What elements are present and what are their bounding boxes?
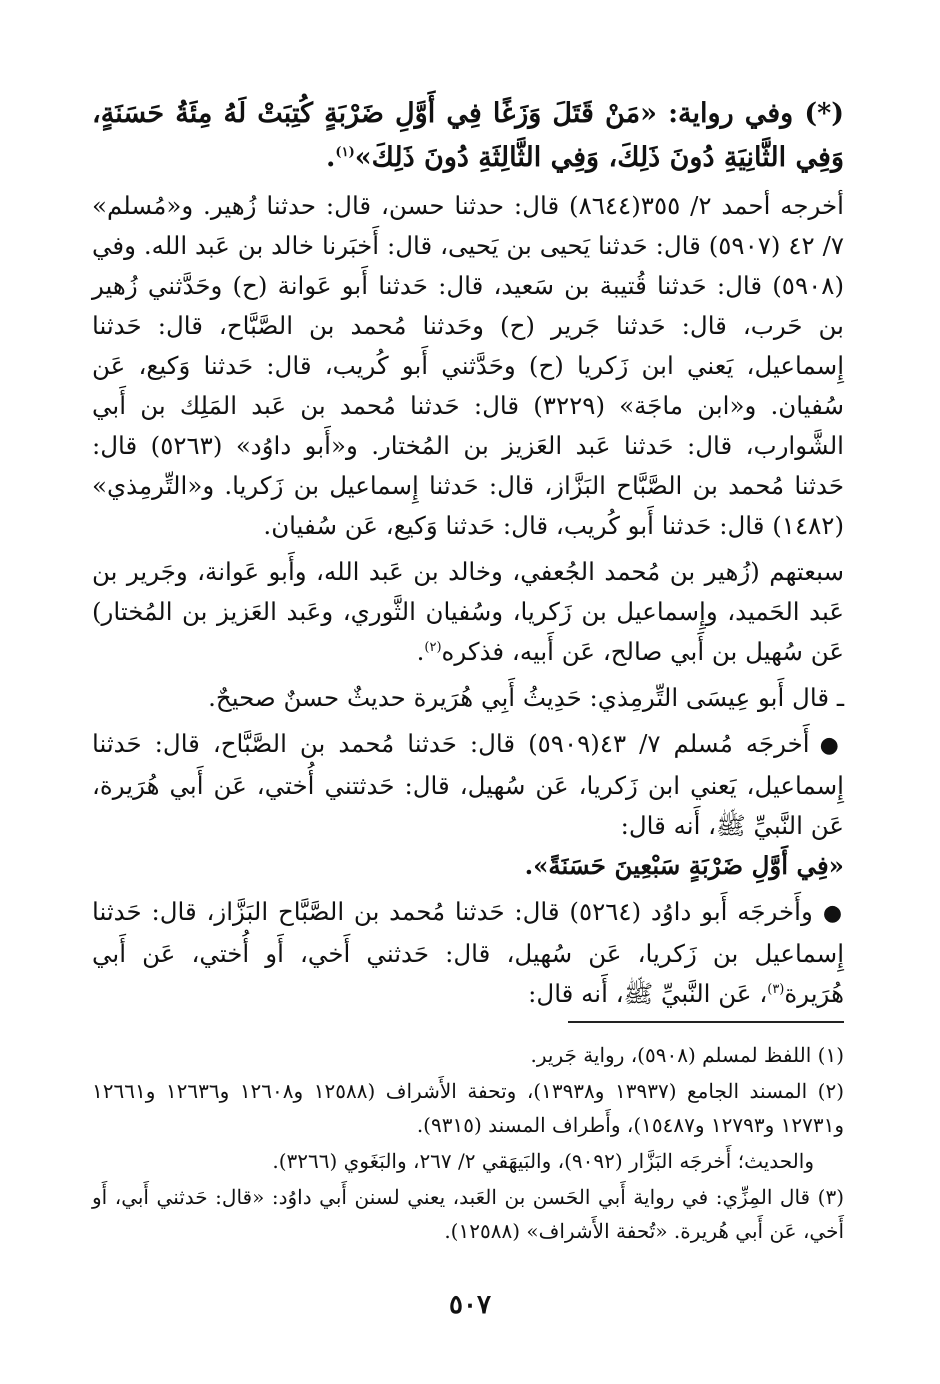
footnote-2-continued: والحديث؛ أَخرجَه البَزَّار (٩٠٩٢)، والبَيهَقي ٢/ ٢٦٧، والبَغَوي (٣٢٦٦).	[272, 1149, 814, 1173]
takhrij-paragraph: أخرجه أحمد ٢/ ٣٥٥(٨٦٤٤) قال: حدثنا حسن، قال: حدثنا زُهير. و«مُسلم» ٧/ ٤٢ (٥٩٠٧) قال: حَدثنا يَحيى بن يَحيى، قال: أَخبَرنا خالد بن عَبد الله. وفي (٥٩٠٨) قال: حَدثنا قُتيبة بن سَعيد، قال: حَدثنا أَبو عَوانة (ح) وحَدَّثني زُهير بن حَرب، قال: حَدثنا جَرير (ح) وحَدثنا مُحمد بن الصَّبَّاح، قال: حَدثنا إِسماعيل، يَعني ابن زَكريا (ح) وحَدَّثني أَبو كُريب، قال: حَدثنا وَكيع، عَن سُفيان. و«ابن ماجَة» (٣٢٢٩) قال: حَدثنا مُحمد بن عَبد المَلِك بن أَبي الشَّوارب، قال: حَدثنا عَبد العَزيز بن المُختار. و«أَبو داوُد» (٥٢٦٣) قال: حَدثنا مُحمد بن الصَّبَّاح البَزَّاز، قال: حَدثنا إِسماعيل بن زَكريا. و«التِّرمِذي» (١٤٨٢) قال: حَدثنا أَبو كُريب، قال: حَدثنا وَكيع، عَن سُفيان.	[92, 191, 844, 540]
footnote-ref-2: (٢)	[424, 639, 442, 655]
tirmidhi-note: ـ قال أَبو عِيسَى التِّرمِذي: حَدِيثُ أَبِي هُرَيرة حديثٌ حسنٌ صحيحٌ.	[208, 683, 844, 712]
intro-text: (*) وفي رواية: «مَنْ قَتَلَ وَزَغًا فِي أَوَّلِ ضَرْبَةٍ كُتِبَتْ لَهُ مِئَةُ حَسَنَةٍ، وَفِي الثَّانِيَةِ دُونَ ذَلِكَ، وَفِي الثَّالِثَةِ دُونَ ذَلِكَ»	[92, 98, 844, 173]
sabatuhum-paragraph	[92, 552, 844, 672]
bullet-icon: ●	[819, 733, 844, 758]
footnote-3: (٣) قال المِزِّي: في رواية أَبي الحَسن بن العَبد، يعني لسنن أَبي داوُد: «قال: حَدثني أَبي، أَو أَخي، عَن أَبي هُريرة. «تُحفة الأَشراف» (١٢٥٨٨).	[92, 1185, 844, 1243]
footnote-ref-3: (٣)	[767, 981, 785, 997]
bullet-2-end: ، عَن النَّبيِّ ﷺ، أَنه قال:	[528, 979, 768, 1008]
footnote-ref-1: (١)	[335, 145, 355, 160]
intro-end: .	[326, 142, 336, 173]
bullet-1-text: أَخرجَه مُسلم ٧/ ٤٣(٥٩٠٩) قال: حَدثنا مُحمد بن الصَّبَّاح، قال: حَدثنا إِسماعيل، يَعني ابن زَكريا، عَن سُهيل، قال: حَدثتني أُختي، عَن أَبي هُرَيرة، عَن النَّبيِّ ﷺ، أَنه قال:	[92, 729, 844, 840]
intro-paragraph	[92, 92, 844, 180]
bullet-1-quote: «فِي أَوَّلِ ضَرْبَةٍ سَبْعِينَ حَسَنَةً».	[524, 851, 844, 880]
page-number: ٥٠٧	[449, 1290, 491, 1320]
bullet-icon: ●	[822, 901, 844, 926]
bullet-2-text: وأَخرجَه أَبو داوُد (٥٢٦٤) قال: حَدثنا مُحمد بن الصَّبَّاح البَزَّاز، قال: حَدثنا إِسماعيل بن زَكريا، عَن سُهيل، قال: حَدثني أَخي، أَو أُختي، عَن أَبي هُرَيرة	[92, 897, 844, 1008]
sabatuhum-end: .	[416, 637, 425, 666]
main-text	[92, 92, 844, 1020]
footnote-2: (٢) المسند الجامع (١٣٩٣٧ و١٣٩٣٨)، وتحفة الأَشراف (١٢٥٨٨ و١٢٦٠٨ و١٢٦٣٦ و١٢٦٦١ و١٢٧٣١ و١٢٧٩٣ و١٥٤٨٧)، وأَطراف المسند (٩٣١٥).	[92, 1079, 845, 1137]
bullet-paragraph-2	[92, 892, 844, 1014]
footnote-1: (١) اللفظ لمسلم (٥٩٠٨)، رواية جَرير.	[530, 1043, 844, 1067]
bullet-paragraph-1	[92, 724, 844, 886]
footnotes	[92, 1038, 844, 1250]
sabatuhum-text: سبعتهم (زُهير بن مُحمد الجُعفي، وخالد بن عَبد الله، وأَبو عَوانة، وجَرير بن عَبد الحَميد، وإِسماعيل بن زَكريا، وسُفيان الثَّوري، وعَبد العَزيز بن المُختار) عَن سُهيل بن أَبي صالح، عَن أَبيه، فذكره	[92, 557, 844, 666]
footnote-divider	[568, 1021, 844, 1023]
